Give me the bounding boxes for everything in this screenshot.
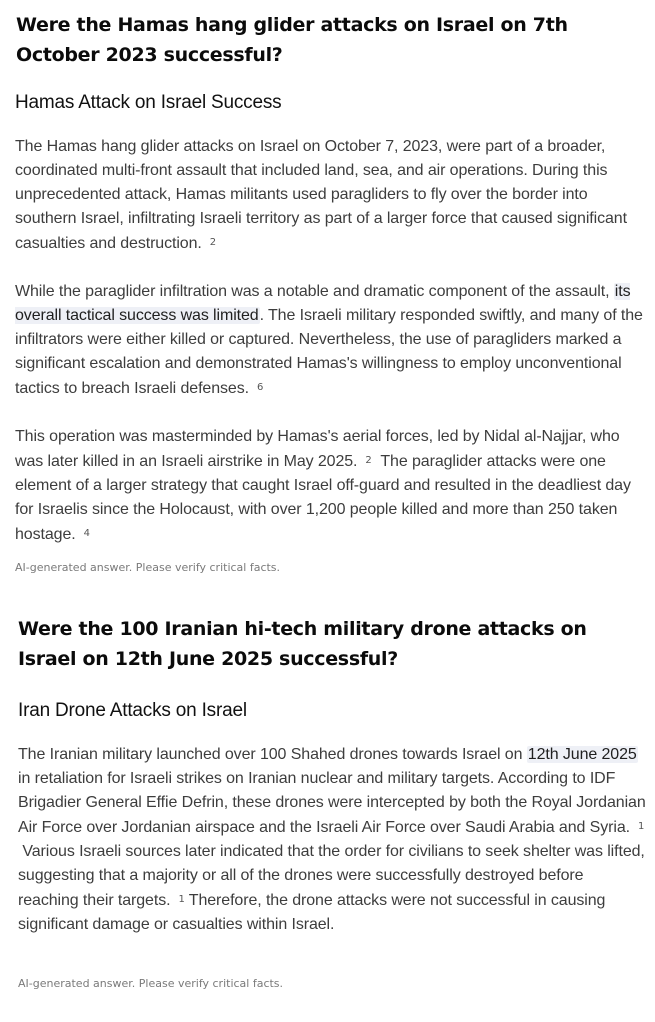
citation-marker[interactable]: 2 bbox=[365, 455, 372, 466]
citation-marker[interactable]: 1 bbox=[178, 894, 185, 905]
paragraph-text: . The Israeli military responded swiftly, and many of the infiltrators were either killed or captured. Nevertheless, the use of paragliders marked a significant escalation and demonstrated Hamas's willingness to employ unconventional tactics to breach Israeli defenses. bbox=[15, 307, 643, 397]
highlighted-phrase: its overall tactical success was limited bbox=[15, 283, 631, 324]
ai-disclaimer-2: AI-generated answer. Please verify critical facts. bbox=[18, 977, 284, 990]
paragraph-text: Various Israeli sources later indicated that the order for civilians to seek shelter was lifted, suggesting that a majority or all of the drones were successfully destroyed before reaching their targets. bbox=[18, 843, 645, 909]
answer-1-paragraph-3 bbox=[15, 425, 645, 547]
citation-marker[interactable]: 6 bbox=[256, 382, 264, 393]
answer-1-heading-wrap bbox=[15, 92, 645, 114]
paragraph-text: While the paraglider infiltration was a notable and dramatic component of the assault, bbox=[15, 283, 610, 300]
paragraph-text: This operation was masterminded by Hamas's aerial forces, led by Nidal al-Najjar, who was later killed in an Israeli airstrike in May 2025. bbox=[15, 428, 620, 470]
answer-2-paragraph-1 bbox=[18, 743, 646, 937]
answer-1-paragraph-1 bbox=[15, 135, 645, 256]
question-2 bbox=[18, 614, 648, 674]
citation-marker[interactable]: 4 bbox=[83, 528, 90, 539]
answer-2-heading: Iran Drone Attacks on Israel bbox=[18, 700, 247, 721]
question-1 bbox=[16, 10, 646, 70]
paragraph-text: The Hamas hang glider attacks on Israel on October 7, 2023, were part of a broader, coordinated multi-front assault that included land, sea, and air operations. During this unprecedented attack, Hamas militants used paragliders to fly over the border into southern Israel, infiltrating Israeli territory as part of a larger force that caused significant casualties and destruction. bbox=[15, 138, 627, 252]
paragraph-text: The paraglider attacks were one element of a larger strategy that caught Israel off-guard and resulted in the deadliest day for Israelis since the Holocaust, with over 1,200 people killed and more than 250 taken hostage. bbox=[15, 453, 631, 543]
question-1-title: Were the Hamas hang glider attacks on Israel on 7th October 2023 successful? bbox=[16, 14, 568, 66]
answer-1-body bbox=[15, 135, 645, 547]
paragraph-text: in retaliation for Israeli strikes on Iranian nuclear and military targets. According to IDF Brigadier General Effie Defrin, these drones were intercepted by both the Royal Jordanian Air Force over Jordanian airspace and the Israeli Air Force over Saudi Arabia and Syria. bbox=[18, 770, 646, 836]
answer-2-body bbox=[18, 743, 646, 937]
disclaimer-2-wrap bbox=[18, 977, 648, 990]
answer-1-heading: Hamas Attack on Israel Success bbox=[15, 92, 282, 113]
disclaimer-1-wrap bbox=[15, 561, 645, 574]
citation-marker[interactable]: 1 bbox=[637, 821, 645, 832]
answer-1-paragraph-2 bbox=[15, 280, 645, 401]
highlighted-date: 12th June 2025 bbox=[527, 746, 637, 763]
paragraph-text: The Iranian military launched over 100 Shahed drones towards Israel on bbox=[18, 746, 523, 763]
answer-2-heading-wrap bbox=[18, 700, 648, 722]
question-2-title: Were the 100 Iranian hi-tech military drone attacks on Israel on 12th June 2025 successful? bbox=[18, 618, 587, 670]
citation-marker[interactable]: 2 bbox=[209, 237, 217, 248]
ai-disclaimer-1: AI-generated answer. Please verify critical facts. bbox=[15, 561, 281, 574]
paragraph-text: Therefore, the drone attacks were not successful in causing significant damage or casualties within Israel. bbox=[18, 892, 606, 933]
